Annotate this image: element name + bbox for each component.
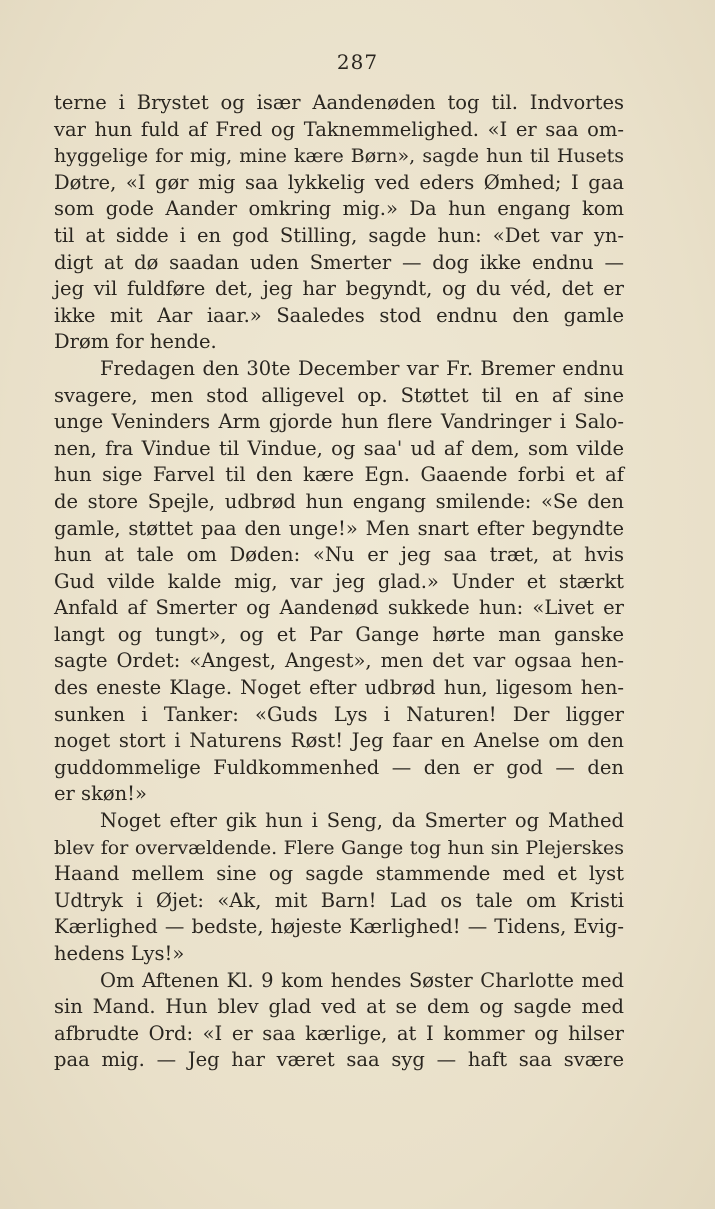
text-line: hedens Lys!»	[54, 942, 185, 965]
text-line: langt og tungt», og et Par Gange hørte man ganske	[54, 622, 624, 646]
text-line: Gud vilde kalde mig, var jeg glad.» Under et stærkt	[54, 569, 624, 593]
text-line: Døtre, «I gør mig saa lykkelig ved eders Ømhed; I gaa	[54, 170, 624, 194]
text-line: afbrudte Ord: «I er saa kærlige, at I kommer og hilser	[54, 1021, 624, 1045]
body-text	[54, 90, 624, 1074]
text-line: sin Mand. Hun blev glad ved at se dem og sagde med	[54, 995, 624, 1019]
text-line: digt at dø saadan uden Smerter — dog ikke endnu —	[54, 250, 624, 274]
text-line: des eneste Klage. Noget efter udbrød hun, ligesom hen-	[54, 676, 624, 700]
text-line: svagere, men stod alligevel op. Støttet til en af sine	[54, 383, 624, 407]
text-line: Anfald af Smerter og Aandenød sukkede hun: «Livet er	[54, 596, 624, 620]
text-line: Udtryk i Øjet: «Ak, mit Barn! Lad os tale om Kristi	[54, 888, 624, 912]
text-line: unge Veninders Arm gjorde hun flere Vandringer i Salo-	[54, 410, 624, 434]
text-line: Drøm for hende.	[54, 330, 217, 354]
text-line: sagte Ordet: «Angest, Angest», men det var ogsaa hen-	[54, 649, 624, 673]
text-line: til at sidde i en god Stilling, sagde hun: «Det var yn-	[54, 223, 624, 247]
text-line: gamle, støttet paa den unge!» Men snart efter begyndte	[54, 516, 624, 540]
text-line: Fredagen den 30te December var Fr. Bremer endnu	[100, 356, 624, 380]
page-number: 287	[336, 50, 379, 74]
text-line: terne i Brystet og især Aandenøden tog til. Indvortes	[54, 91, 624, 114]
text-line: blev for overvældende. Flere Gange tog hun sin Plejerskes	[54, 836, 624, 859]
text-line: jeg vil fuldføre det, jeg har begyndt, og du véd, det er	[54, 277, 624, 301]
text-line: hun at tale om Døden: «Nu er jeg saa træt, at hvis	[54, 543, 624, 567]
text-line: som gode Aander omkring mig.» Da hun engang kom	[54, 197, 624, 221]
text-line: sunken i Tanker: «Guds Lys i Naturen! Der ligger	[54, 702, 624, 726]
text-line: Noget efter gik hun i Seng, da Smerter og Mathed	[100, 809, 624, 833]
text-line: de store Spejle, udbrød hun engang smilende: «Se den	[54, 489, 624, 513]
text-line: er skøn!»	[54, 782, 147, 806]
text-line: Om Aftenen Kl. 9 kom hendes Søster Charlotte med	[100, 968, 624, 992]
text-line: var hun fuld af Fred og Taknemmelighed. «I er saa om-	[54, 117, 624, 141]
text-line: Kærlighed — bedste, højeste Kærlighed! — Tidens, Evig-	[54, 915, 624, 939]
text-line: hyggelige for mig, mine kære Børn», sagde hun til Husets	[54, 145, 624, 168]
text-line: Haand mellem sine og sagde stammende med et lyst	[54, 862, 624, 886]
text-line: hun sige Farvel til den kære Egn. Gaaende forbi et af	[54, 463, 624, 487]
text-line: nen, fra Vindue til Vindue, og saa' ud af dem, som vilde	[54, 436, 624, 460]
text-line: noget stort i Naturens Røst! Jeg faar en Anelse om den	[54, 729, 624, 753]
text-line: paa mig. — Jeg har været saa syg — haft saa svære	[54, 1048, 624, 1072]
text-line: ikke mit Aar iaar.» Saaledes stod endnu den gamle	[54, 303, 624, 327]
text-line: guddommelige Fuldkommenhed — den er god — den	[54, 755, 624, 779]
